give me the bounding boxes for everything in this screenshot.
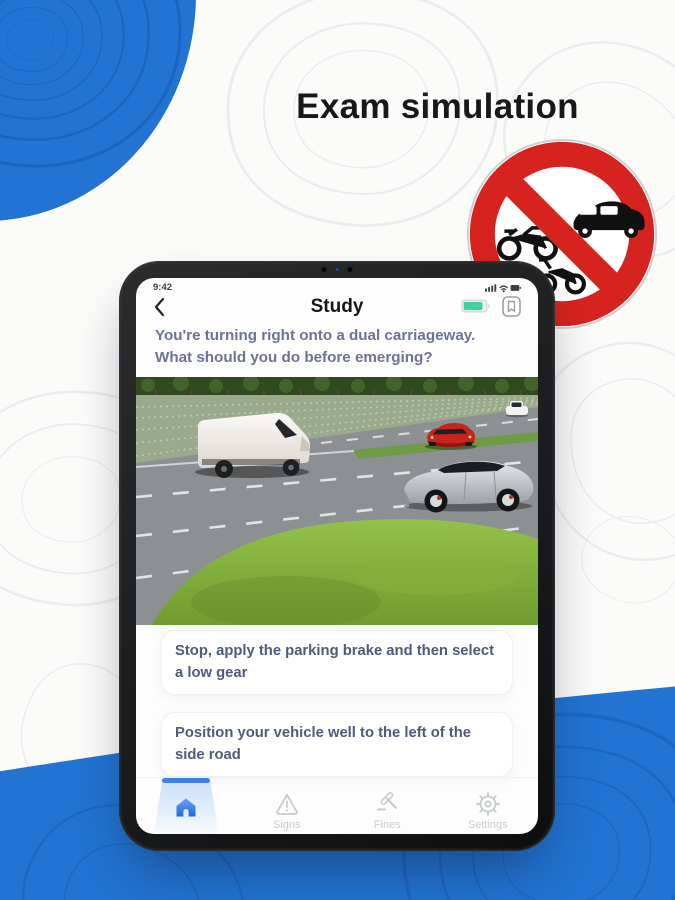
question-image-road-scene bbox=[136, 377, 538, 625]
app-header bbox=[136, 293, 538, 318]
question-text: You're turning right onto a dual carriageway. What should you do before emerging? bbox=[155, 327, 476, 366]
nav-item-home[interactable] bbox=[136, 778, 237, 834]
screen-title: Study bbox=[310, 295, 364, 317]
app-screen bbox=[136, 278, 538, 834]
battery-indicator bbox=[461, 298, 495, 315]
gear-icon bbox=[476, 792, 500, 816]
bottom-navigation bbox=[136, 777, 538, 834]
nav-item-settings[interactable] bbox=[438, 778, 539, 834]
status-time: 9:42 bbox=[153, 282, 173, 293]
home-icon bbox=[174, 797, 198, 819]
nav-label-fines: Fines bbox=[373, 819, 401, 832]
nav-item-fines[interactable] bbox=[337, 778, 438, 834]
chevron-left-icon bbox=[153, 297, 165, 317]
status-icons bbox=[485, 283, 521, 293]
bookmark-icon[interactable] bbox=[502, 296, 521, 317]
active-tab-indicator bbox=[162, 778, 210, 783]
answer-list bbox=[136, 625, 538, 777]
nav-label-settings: Settings bbox=[467, 819, 508, 832]
white-van bbox=[195, 413, 310, 478]
tablet-device bbox=[119, 261, 555, 851]
page-title: Exam simulation bbox=[296, 87, 579, 127]
warning-triangle-icon bbox=[274, 792, 300, 816]
nav-item-signs[interactable] bbox=[237, 778, 338, 834]
gavel-icon bbox=[374, 792, 400, 816]
answer-option-1[interactable]: Stop, apply the parking brake and then select a low gear bbox=[161, 630, 513, 695]
back-button[interactable] bbox=[153, 296, 169, 318]
front-camera bbox=[322, 267, 353, 272]
status-bar bbox=[136, 278, 538, 293]
nav-label-signs: Signs bbox=[272, 819, 301, 832]
blue-blob-top-left bbox=[0, 0, 196, 221]
answer-option-2[interactable]: Position your vehicle well to the left of the side road bbox=[161, 712, 513, 777]
